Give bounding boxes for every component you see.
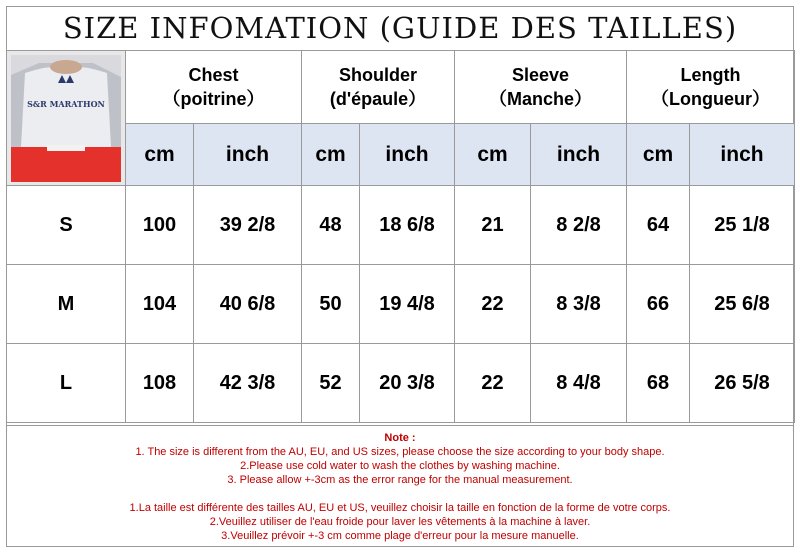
unit-inch: inch — [531, 124, 627, 186]
note-line-fr: 1.La taille est différente des tailles AU, EU et US, veuillez choisir la taille en fonction de la forme de votre corps. — [129, 502, 671, 514]
table-cell: 25 1/8 — [690, 186, 795, 265]
size-table — [6, 50, 795, 423]
table-cell: 8 2/8 — [531, 186, 627, 265]
table-cell: 108 — [126, 344, 194, 423]
unit-cm: cm — [455, 124, 531, 186]
table-cell: 100 — [126, 186, 194, 265]
table-cell: 8 3/8 — [531, 265, 627, 344]
table-cell: 104 — [126, 265, 194, 344]
note-line-fr: 3.Veuillez prévoir +-3 cm comme plage d'erreur pour la mesure manuelle. — [221, 530, 579, 542]
column-shoulder: Shoulder (d'épaule） — [302, 51, 455, 124]
unit-cm: cm — [126, 124, 194, 186]
sweatshirt-model-image — [11, 55, 121, 182]
photo-print-text: S&R MARATHON — [27, 99, 105, 109]
unit-inch: inch — [690, 124, 795, 186]
page-title: SIZE INFOMATION (GUIDE DES TAILLES) — [62, 11, 738, 45]
table-cell: 19 4/8 — [360, 265, 455, 344]
note-section — [6, 425, 794, 547]
table-cell: 25 6/8 — [690, 265, 795, 344]
product-photo — [7, 51, 126, 186]
size-label: M — [7, 265, 126, 344]
table-cell: 39 2/8 — [194, 186, 302, 265]
note-line-en: 1. The size is different from the AU, EU, and US sizes, please choose the size according to your body shape. — [135, 446, 665, 458]
note-line-fr: 2.Veuillez utiliser de l'eau froide pour laver les vêtements à la machine à laver. — [209, 516, 591, 528]
unit-cm: cm — [627, 124, 690, 186]
column-chest: Chest （poitrine） — [126, 51, 302, 124]
table-cell: 22 — [455, 344, 531, 423]
table-cell: 66 — [627, 265, 690, 344]
unit-cm: cm — [302, 124, 360, 186]
note-line-en: 2.Please use cold water to wash the clothes by washing machine. — [240, 460, 560, 472]
note-title: Note : — [384, 432, 416, 444]
table-cell: 22 — [455, 265, 531, 344]
table-cell: 64 — [627, 186, 690, 265]
table-row — [7, 265, 795, 344]
table-cell: 20 3/8 — [360, 344, 455, 423]
table-cell: 48 — [302, 186, 360, 265]
table-cell: 18 6/8 — [360, 186, 455, 265]
table-cell: 8 4/8 — [531, 344, 627, 423]
table-row — [7, 186, 795, 265]
table-cell: 52 — [302, 344, 360, 423]
size-label: L — [7, 344, 126, 423]
table-cell: 26 5/8 — [690, 344, 795, 423]
table-cell: 21 — [455, 186, 531, 265]
table-cell: 40 6/8 — [194, 265, 302, 344]
column-length: Length （Longueur） — [627, 51, 795, 124]
size-label: S — [7, 186, 126, 265]
note-line-en: 3. Please allow +-3cm as the error range for the manual measurement. — [227, 474, 573, 486]
table-cell: 42 3/8 — [194, 344, 302, 423]
table-cell: 50 — [302, 265, 360, 344]
column-sleeve: Sleeve （Manche） — [455, 51, 627, 124]
unit-inch: inch — [360, 124, 455, 186]
table-cell: 68 — [627, 344, 690, 423]
table-row — [7, 344, 795, 423]
unit-inch: inch — [194, 124, 302, 186]
